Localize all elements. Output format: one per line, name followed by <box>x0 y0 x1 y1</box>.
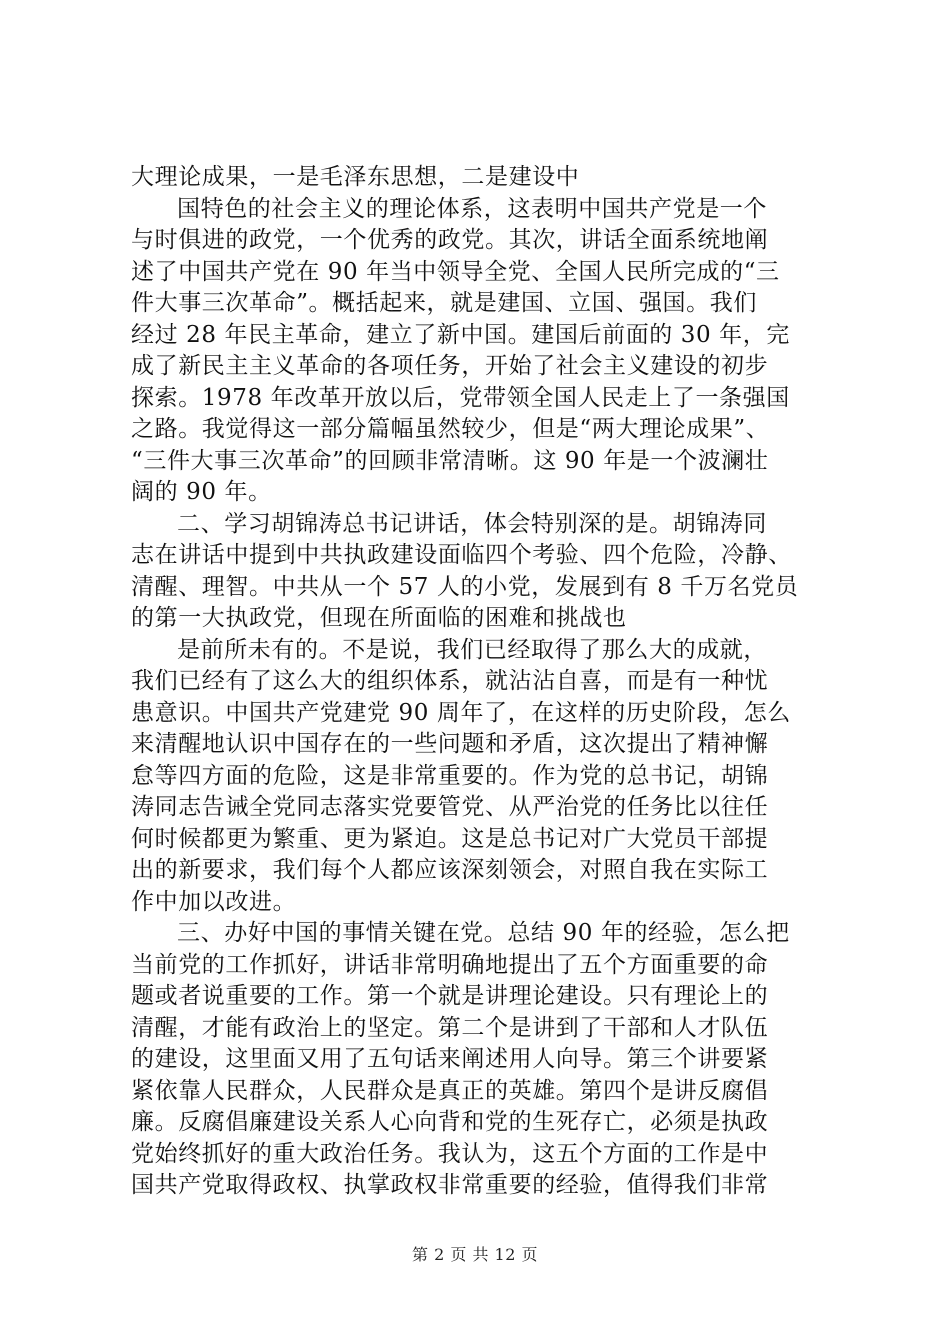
text-line: 当前党的工作抓好，讲话非常明确地提出了五个方面重要的命 <box>131 951 769 978</box>
text-line: 患意识。中国共产党建党 90 周年了，在这样的历史阶段，怎么 <box>131 699 791 726</box>
body-text <box>131 162 831 1202</box>
text-line: 的第一大执政党，但现在所面临的困难和挑战也 <box>131 605 627 631</box>
text-line: 作中加以改进。 <box>131 888 297 915</box>
text-line: 志在讲话中提到中共执政建设面临四个考验、四个危险，冷静、 <box>131 542 792 568</box>
text-line: 经过 28 年民主革命，建立了新中国。建国后前面的 30 年，完 <box>131 321 790 348</box>
page-footer <box>0 1242 950 1265</box>
page-number: 第 2 页 共 12 页 <box>412 1245 538 1264</box>
text-line: 紧依靠人民群众，人民群众是真正的英雄。第四个是讲反腐倡 <box>131 1077 769 1104</box>
text-line: 出的新要求，我们每个人都应该深刻领会，对照自我在实际工 <box>131 857 769 883</box>
text-line: 我们已经有了这么大的组织体系，就沾沾自喜，而是有一种忧 <box>131 668 769 694</box>
text-line: 涛同志告诫全党同志落实党要管党、从严治党的任务比以往任 <box>131 794 769 820</box>
text-line: 清醒，才能有政治上的坚定。第二个是讲到了干部和人才队伍 <box>131 1014 769 1041</box>
text-line: 来清醒地认识中国存在的一些问题和矛盾，这次提出了精神懈 <box>131 731 769 757</box>
text-line: 与时俱进的政党，一个优秀的政党。其次，讲话全面系统地阐 <box>131 227 769 253</box>
text-line: 件大事三次革命”。概括起来，就是建国、立国、强国。我们 <box>131 290 757 316</box>
text-line: 探索。1978 年改革开放以后，党带领全国人民走上了一条强国 <box>131 384 790 411</box>
text-line: “三件大事三次革命”的回顾非常清晰。这 90 年是一个波澜壮 <box>131 447 769 474</box>
text-line: 题或者说重要的工作。第一个就是讲理论建设。只有理论上的 <box>131 983 769 1009</box>
text-line: 国特色的社会主义的理论体系，这表明中国共产党是一个 <box>177 195 767 222</box>
text-line: 国共产党取得政权、执掌政权非常重要的经验，值得我们非常 <box>131 1172 769 1198</box>
text-line: 阔的 90 年。 <box>131 479 272 505</box>
text-line: 党始终抓好的重大政治任务。我认为，这五个方面的工作是中 <box>131 1140 769 1167</box>
text-line: 是前所未有的。不是说，我们已经取得了那么大的成就， <box>177 636 767 663</box>
text-line: 大理论成果，一是毛泽东思想，二是建设中 <box>131 164 580 190</box>
text-line: 之路。我觉得这一部分篇幅虽然较少，但是“两大理论成果”、 <box>131 416 770 442</box>
text-line: 三、办好中国的事情关键在党。总结 90 年的经验，怎么把 <box>177 920 790 946</box>
text-line: 二、学习胡锦涛总书记讲话，体会特别深的是。胡锦涛同 <box>177 510 767 537</box>
text-line: 怠等四方面的危险，这是非常重要的。作为党的总书记，胡锦 <box>131 762 769 789</box>
text-line: 何时候都更为繁重、更为紧迫。这是总书记对广大党员干部提 <box>131 825 769 852</box>
text-line: 述了中国共产党在 90 年当中领导全党、全国人民所完成的“三 <box>131 258 780 285</box>
text-line: 廉。反腐倡廉建设关系人心向背和党的生死存亡，必须是执政 <box>131 1109 769 1135</box>
text-line: 的建设，这里面又用了五句话来阐述用人向导。第三个讲要紧 <box>131 1046 769 1072</box>
text-line: 成了新民主主义革命的各项任务，开始了社会主义建设的初步 <box>131 353 769 379</box>
text-line: 清醒、理智。中共从一个 57 人的小党，发展到有 8 千万名党员 <box>131 573 799 600</box>
